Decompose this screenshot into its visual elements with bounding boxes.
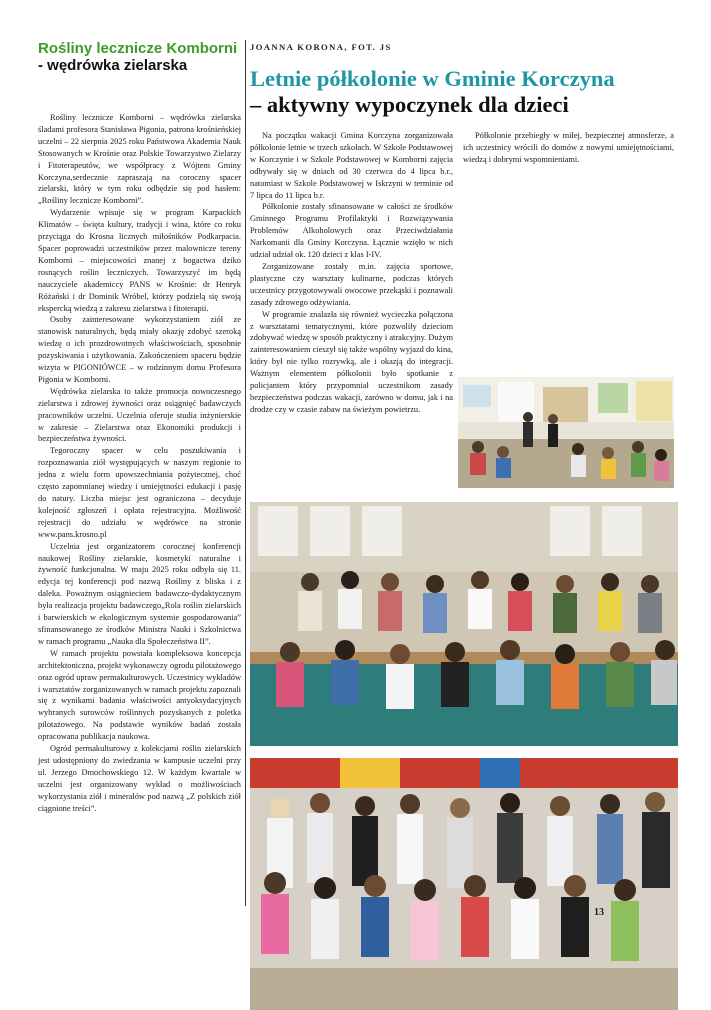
paragraph: Uczelnia jest organizatorem corocznej konferencji naukowej Rośliny zielarskie, kosmetyki naturalne i żywność funkcjonalna. W maju 2025 roku odbyła się 11. edycja tej konferencji pod nazwą Rośliny z bliska i z daleka. Poważnym osiągnieciem badawczo-dydaktycznym była realizacja projektu badawczego„Rola roślin zielarskich i barwierskich w ekologicznym systemie gospodarowania” sfinansowanego ze środków Ministra Nauki i Szkolnictwa w ramach programu „Nauka dla Społeczeństwa II”. bbox=[38, 541, 241, 646]
column-divider bbox=[245, 40, 246, 906]
right-article-col1 bbox=[250, 130, 453, 416]
right-article-col2 bbox=[463, 130, 674, 166]
left-title-line2: - wędrówka zielarska bbox=[38, 57, 188, 74]
photo-gym-audience bbox=[250, 502, 678, 746]
right-title-line1: Letnie półkolonie w Gminie Korczyna bbox=[250, 66, 615, 91]
byline: JOANNA KORONA, FOT. JS bbox=[250, 42, 392, 52]
right-title-line2: – aktywny wypoczynek dla dzieci bbox=[250, 92, 569, 117]
right-article-title bbox=[250, 66, 678, 118]
paragraph: Półkolonie przebiegły w miłej, bezpiecznej atmosferze, a ich uczestnicy wrócili do domów z nowymi umiejętnościami, wiedzą i dobrymi wspomnieniami. bbox=[463, 131, 674, 164]
paragraph: W ramach projektu powstała kompleksowa koncepcja architektoniczna, projekt wykonawczy ogrodu pilotażowego oraz ogród upraw permakulturowych. Uczestnicy wykładów i warsztatów zorganizowanych w ramach projektu zapoznali się z wynikami badania właściwości antyoksydacyjnych wybranych surowców roślinnych pozyskanych z poletka pilotażowego. Na podstawie wyników badań została opracowana publikacja naukowa. bbox=[38, 648, 241, 742]
right-article bbox=[250, 40, 678, 414]
paragraph: Półkolonie zostały sfinansowane w całości ze środków Gminnego Programu Profilaktyki i Rozwiązywania Problemów Alkoholowych oraz Przeciwdziałania Narkomanii dla Gminy Korczyna. Łącznie wzięło w nich udział udział ok. 120 dzieci z klas I-IV. bbox=[250, 202, 453, 260]
photo-classroom-small bbox=[458, 377, 674, 488]
photo-group-standing bbox=[250, 758, 678, 1010]
paragraph: Wędrówka zielarska to także promocja nowoczesnego zielarstwa i zdrowej żywności oraz osiągnięć badawczych pracowników uczelni. Uczelnia oferuje studia inżynierskie w zakresie – Zielarstwa oraz Ekonomiki produkcji i bezpieczeństwa żywności. bbox=[38, 386, 241, 444]
left-article-title bbox=[38, 40, 241, 74]
paragraph: Zorganizowane zostały m.in. zajęcia sportowe, plastyczne czy warsztaty kulinarne, podczas których uczestnicy przygotowywali owocowe przekąski i poznawali zasady zdrowego odżywiania. bbox=[250, 261, 453, 307]
page-number: 13 bbox=[594, 907, 604, 918]
left-article bbox=[38, 40, 241, 814]
left-title-line1: Rośliny lecznicze Komborni bbox=[38, 40, 238, 57]
paragraph: Ogród permakulturowy z kolekcjami roślin zielarskich jest udostępniony do zwiedzania w kampusie uczelni przy ul. Jerzego Dmochowskiego 12. W każdym kwartale w uczelni jest organizowany wykład o możliwościach wykorzystania ziół i minerałów pod nazwą „Z polskich ziół ciągnione treści”. bbox=[38, 744, 241, 813]
paragraph: Na początku wakacji Gmina Korczyna zorganizowała półkolonie letnie w trzech szkołach. W Szkole Podstawowej w Korczynie i w Szkole Podstawowej w Komborni zajęcia odbywały się w dniach od 30 czerwca do 4 lipca b.r., natomiast w Szkole Podstawowej w Iskrzyni w terminie od 7 lipca do 11 lipca b.r. bbox=[250, 131, 453, 200]
paragraph: W programie znalazła się również wycieczka połączona z warsztatami tematycznymi, które pozwoliły dzieciom zdobywać wiedzę w sposób praktyczny i atrakcyjny. Dużym zainteresowaniem cieszył się także wspólny wyjazd do kina, który był nie tylko rozrywką, ale i okazją do integracji. Ważnym elementem półkolonii było spotkanie z policjantem który przypomniał uczestnikom zasady bezpieczeństwa podczas wakacji, zarówno w domu, jak i na drodze czy w czasie zabaw na świeżym powietrzu. bbox=[250, 309, 453, 414]
paragraph: Rośliny lecznicze Komborni – wędrówka zielarska śladami profesora Stanisława Pigonia, patrona krośnieńskiej uczelni – 22 sierpnia 2025 roku Państwowa Akademia Nauk Stosowanych w Krośnie oraz Polskie Towarzystwo Zielarzy i Fitoterapeutów, we współpracy z Wójtem Gminy Korczyna,serdecznie zapraszają na coroczny spacer zielarski, który w tym roku odbędzie się pod hasłem: „Rośliny lecznicze Komborni”. bbox=[38, 113, 241, 206]
paragraph: Wydarzenie wpisuje się w program Karpackich Klimatów – święta kultury, tradycji i wina, które co roku przyciąga do Krosna licznych miłośników Podkarpacia. Spacer poprowadzi uczestników przez malownicze tereny Komborni – miejscowości znanej z bogactwa dziko rosnących roślin leczniczych. Towarzyszyć im będą nauczyciele akademiccy PANS w Krośnie: dr Henryk Różański i dr Dominik Wróbel, którzy podzielą się swoją ekspercką wiedzą z zakresu zielarstwa i fitoterapii. bbox=[38, 208, 241, 313]
paragraph: Tegoroczny spacer w celu poszukiwania i rozpoznawania ziół występujących w naszym regionie to jedna z wielu form upowszechniania pożytecznej, choć często zapomnianej wiedzy i umiejętności edukacji i pasję do natury. Liczba miejsc jest ograniczona – decyduje kolejność zgłoszeń i opłata rejestracyjna. Możliwość rejestracji do udziału w wędrówce na stronie www.pans.krosno.pl bbox=[38, 446, 241, 539]
paragraph: Osoby zainteresowane wykorzystaniem ziół ze stanowisk naturalnych, będą miały okazję zdobyć szeroką wiedzę o ich prozdrowotnych właściwościach, sposobnie pozyskiwania i użytkowania. Zakończeniem spaceru będzie wizyta w PIGONIÓWCE – w rodzinnym domu Profesora Pigonia w Komborni. bbox=[38, 315, 241, 384]
left-article-body bbox=[38, 112, 241, 814]
